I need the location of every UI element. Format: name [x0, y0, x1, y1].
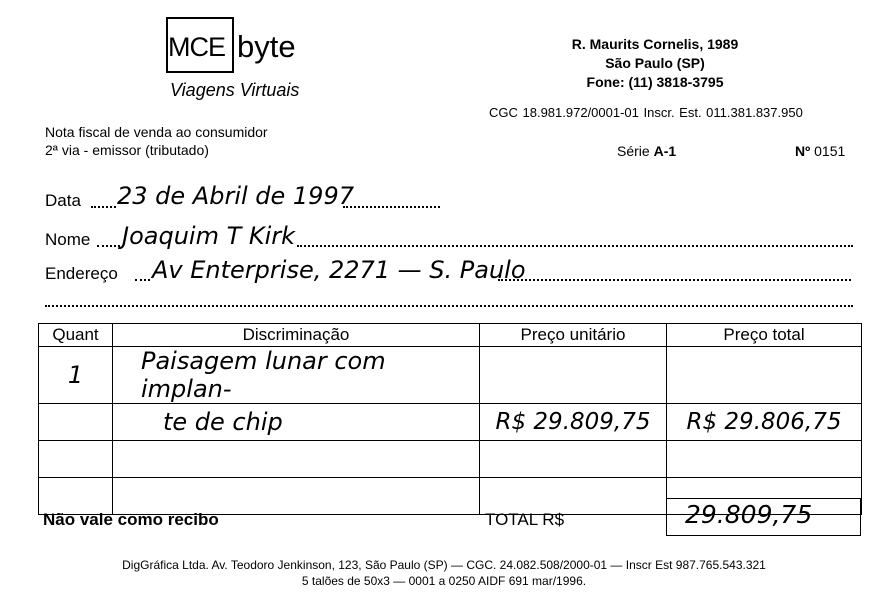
- number-label: Nº: [795, 143, 811, 159]
- company-registry: CGC 18.981.972/0001-01 Inscr. Est. 011.381.837.950: [489, 105, 803, 120]
- cell-quant: 1: [39, 347, 113, 404]
- serie-value: A-1: [653, 143, 677, 159]
- cell-unit-price: [480, 441, 667, 478]
- col-description: Discriminação: [113, 324, 480, 347]
- date-label: Data: [45, 191, 81, 210]
- cell-total-price: R$ 29.806,75: [667, 404, 862, 441]
- cell-description: te de chip: [113, 404, 480, 441]
- logo-mce-text: MCE: [168, 32, 225, 62]
- serie: [617, 143, 676, 159]
- col-quant: Quant: [39, 324, 113, 347]
- address-value: Av Enterprise, 2271 — S. Paulo: [152, 256, 526, 284]
- dotted-line: [91, 206, 116, 208]
- table-header-row: [39, 324, 862, 347]
- document-number: [795, 143, 845, 159]
- serie-label: Série: [617, 143, 650, 159]
- dotted-line: [297, 245, 853, 247]
- total-label: TOTAL R$: [485, 510, 565, 529]
- cell-quant: [39, 404, 113, 441]
- col-unit-price: Preço unitário: [480, 324, 667, 347]
- not-receipt-notice: Não vale como recibo: [43, 510, 219, 529]
- cell-description: [113, 478, 480, 515]
- total-value: 29.809,75: [685, 500, 813, 529]
- col-total-price: Preço total: [667, 324, 862, 347]
- printer-info-line2: 5 talões de 50x3 — 0001 a 0250 AIDF 691 mar/1996.: [301, 574, 587, 588]
- dotted-line: [343, 206, 440, 208]
- dotted-line: [135, 279, 150, 281]
- logo-tagline: Viagens Virtuais: [170, 80, 300, 100]
- cell-quant: [39, 478, 113, 515]
- cell-total-price: [667, 347, 862, 404]
- cell-unit-price: R$ 29.809,75: [480, 404, 667, 441]
- document-copy: 2ª via - emissor (tributado): [45, 142, 209, 158]
- document-type: Nota fiscal de venda ao consumidor: [45, 124, 268, 140]
- dotted-line: [97, 245, 120, 247]
- cell-quant: [39, 441, 113, 478]
- number-value: 0151: [814, 143, 846, 159]
- cell-unit-price: [480, 478, 667, 515]
- items-table: [38, 323, 862, 515]
- dotted-line-blank: [45, 305, 853, 307]
- cell-total-price: [667, 441, 862, 478]
- cell-unit-price: [480, 347, 667, 404]
- company-city: São Paulo (SP): [605, 55, 705, 71]
- company-phone: Fone: (11) 3818-3795: [586, 74, 724, 90]
- table-row: [39, 441, 862, 478]
- cell-description: [113, 441, 480, 478]
- table-row: [39, 404, 862, 441]
- cell-description: Paisagem lunar com implan-: [113, 347, 480, 404]
- logo-byte-text: byte: [237, 29, 296, 64]
- name-label: Nome: [45, 230, 91, 249]
- printer-info-line1: DigGráfica Ltda. Av. Teodoro Jenkinson, 123, São Paulo (SP) — CGC. 24.082.508/2000-01 — Inscr Est 987.765.543.321: [122, 558, 766, 572]
- name-value: Joaquim T Kirk: [122, 222, 296, 250]
- date-value: 23 de Abril de 1997: [117, 182, 354, 210]
- table-row: [39, 347, 862, 404]
- dotted-line: [498, 279, 851, 281]
- address-label: Endereço: [45, 264, 118, 283]
- company-address: R. Maurits Cornelis, 1989: [571, 36, 739, 52]
